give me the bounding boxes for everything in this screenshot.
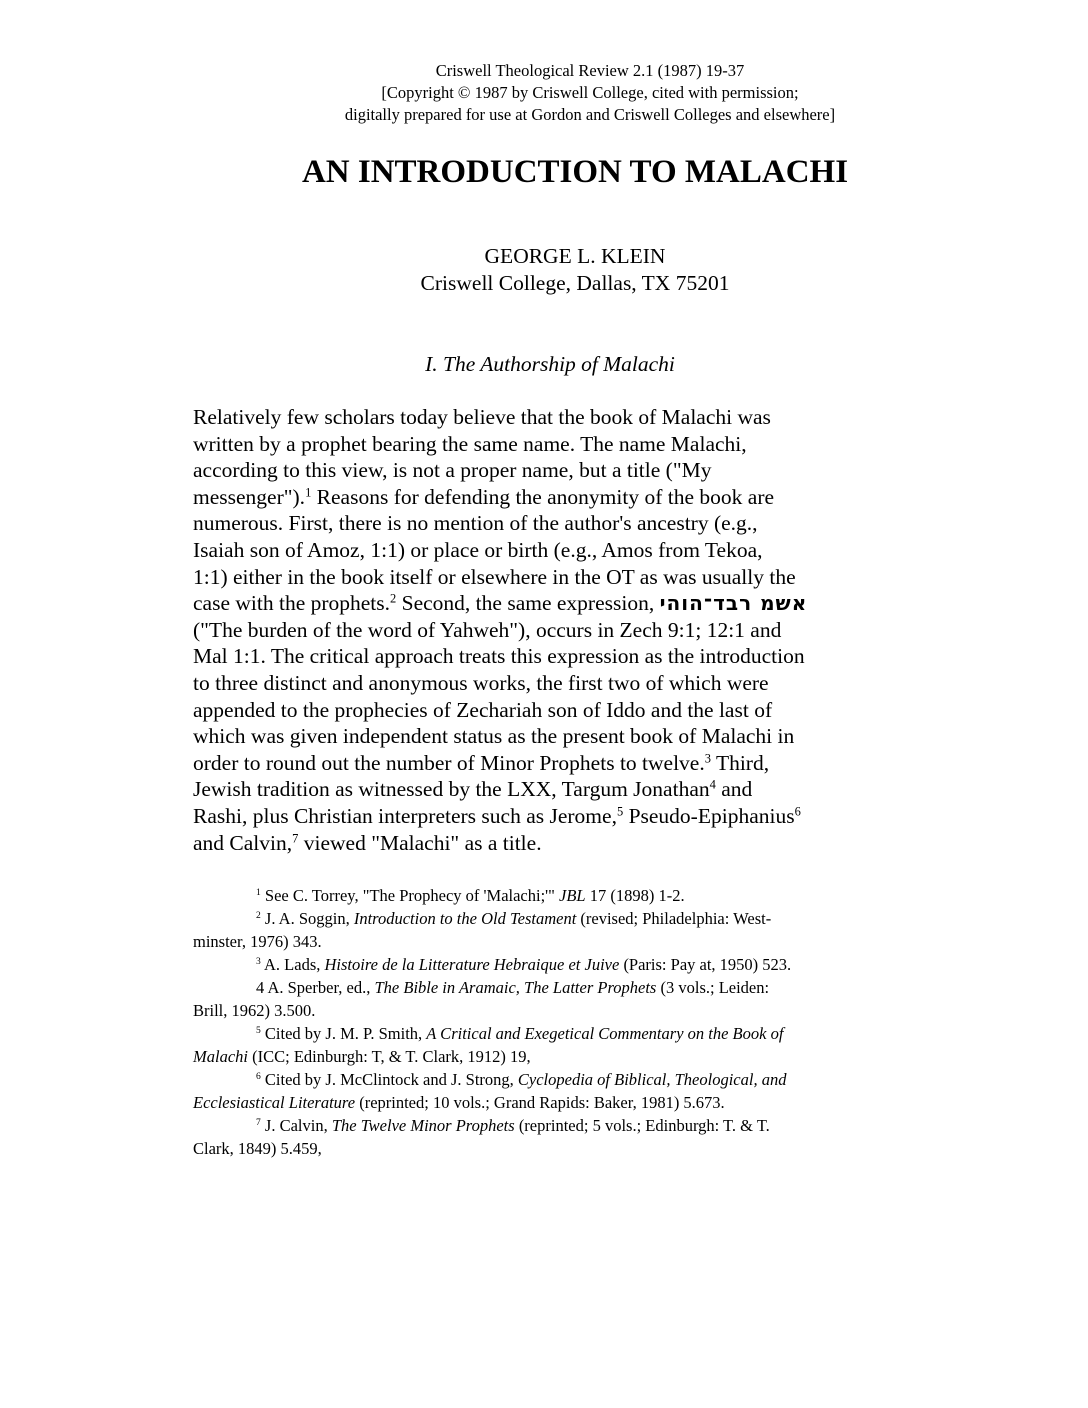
body-text-span: Rashi, plus Christian interpreters such as Jerome, (193, 803, 617, 828)
footnote-ref: 6 (794, 804, 801, 819)
footnote-text: (ICC; Edinburgh: T, & T. Clark, 1912) 19, (248, 1047, 531, 1066)
body-line: to three distinct and anonymous works, the first two of which were (193, 670, 769, 695)
footnote-2-continued: minster, 1976) 343. (193, 932, 322, 951)
section-heading: I. The Authorship of Malachi (425, 352, 675, 376)
body-line (193, 750, 893, 777)
body-line: numerous. First, there is no mention of the author's ancestry (e.g., (193, 511, 758, 536)
hebrew-expression: יהוה־דבר משא (659, 591, 808, 616)
footnote-ref: 4 (709, 777, 716, 792)
author-affiliation: Criswell College, Dallas, TX 75201 (420, 271, 730, 295)
footnote-text: (reprinted; 5 vols.; Edinburgh: T. & T. (514, 1116, 770, 1135)
footnote-title: Ecclesiastical Literature (193, 1093, 356, 1112)
body-line: written by a prophet bearing the same name. The name Malachi, (193, 431, 747, 456)
footnote-5-continued (193, 1045, 903, 1068)
footnote-number: 2 (256, 910, 261, 922)
body-text-span: case with the prophets. (193, 591, 391, 616)
body-line (193, 776, 893, 803)
footnote-title: The Bible in Aramaic, The Latter Prophets (374, 978, 657, 997)
footnote-2 (193, 907, 903, 930)
footnote-text: Cited by J. McClintock and J. Strong, (260, 1070, 518, 1089)
body-text-span: Jewish tradition as witnessed by the LXX, Targum Jonathan (193, 777, 710, 802)
footnote-title: The Twelve Minor Prophets (331, 1116, 515, 1135)
footnote-1 (193, 884, 903, 907)
footnote-title: Introduction to the Old Testament (353, 909, 577, 928)
footnote-title: JBL (559, 886, 586, 905)
footnote-ref: 7 (292, 830, 299, 845)
footnote-ref: 3 (704, 751, 711, 765)
footnote-number: 5 (256, 1025, 261, 1037)
footnote-text: 4 A. Sperber, ed., (256, 978, 375, 997)
publication-header (280, 60, 900, 126)
body-text-span: order to round out the number of Minor Prophets to twelve. (193, 750, 705, 775)
body-text-span: messenger"). (193, 484, 306, 509)
footnote-title: A Critical and Exegetical Commentary on the Book of (426, 1024, 784, 1043)
footnote-ref: 1 (305, 485, 312, 500)
body-line: ("The burden of the word of Yahweh"), occurs in Zech 9:1; 12:1 and (193, 617, 782, 642)
body-line: Mal 1:1. The critical approach treats this expression as the introduction (193, 644, 805, 669)
body-line: according to this view, is not a proper name, but a title ("My (193, 458, 712, 483)
footnote-text: 17 (1898) 1-2. (585, 886, 685, 905)
footnote-text: J. A. Soggin, (260, 909, 354, 928)
footnote-4-continued: Brill, 1962) 3.500. (193, 1001, 316, 1020)
body-line (193, 590, 893, 617)
body-text-span: and Calvin, (193, 830, 293, 855)
footnote-6 (193, 1068, 903, 1091)
footnote-7 (193, 1114, 903, 1137)
digital-preparation-note: digitally prepared for use at Gordon and Criswell Colleges and elsewhere] (344, 105, 836, 124)
body-line: appended to the prophecies of Zechariah son of Iddo and the last of (193, 697, 773, 722)
footnote-text: (revised; Philadelphia: West- (576, 909, 772, 928)
footnote-number: 3 (256, 956, 261, 968)
body-line (193, 803, 893, 830)
footnote-3 (193, 953, 903, 976)
body-text-span: Pseudo-Epiphanius (623, 803, 795, 828)
footnote-text: See C. Torrey, "The Prophecy of 'Malachi;'" (260, 886, 560, 905)
footnote-text: (3 vols.; Leiden: (656, 978, 770, 997)
footnote-6-continued (193, 1091, 903, 1114)
body-text-span: and (715, 777, 753, 802)
footnotes (193, 884, 903, 1160)
footnote-number: 7 (256, 1117, 261, 1129)
body-line (193, 830, 893, 857)
footnote-text: Cited by J. M. P. Smith, (260, 1024, 427, 1043)
body-line: Isaiah son of Amoz, 1:1) or place or birth (e.g., Amos from Tekoa, (193, 537, 763, 562)
body-line: which was given independent status as the present book of Malachi in (193, 724, 795, 749)
body-paragraph (193, 404, 893, 856)
footnote-7-continued: Clark, 1849) 5.459, (193, 1139, 322, 1158)
footnote-text: A. Lads, (260, 955, 325, 974)
footnote-5 (193, 1022, 903, 1045)
copyright-notice: [Copyright © 1987 by Criswell College, cited with permission; (381, 83, 799, 102)
footnote-text: (Paris: Pay at, 1950) 523. (619, 955, 792, 974)
footnote-ref: 5 (616, 804, 624, 819)
body-text-span: Second, the same expression, (396, 591, 660, 616)
body-line: 1:1) either in the book itself or elsewhere in the OT as was usually the (193, 564, 796, 589)
footnote-title: Histoire de la Litterature Hebraique et Juive (324, 955, 620, 974)
journal-citation: Criswell Theological Review 2.1 (1987) 19-37 (435, 61, 745, 80)
footnote-title: Malachi (193, 1047, 248, 1066)
footnote-number: 6 (256, 1071, 261, 1083)
footnote-title: Cyclopedia of Biblical, Theological, and (517, 1070, 787, 1089)
article-title: AN INTRODUCTION TO MALACHI (301, 154, 849, 190)
author-block (380, 243, 770, 297)
footnote-ref: 2 (390, 591, 397, 606)
body-text-span: viewed "Malachi" as a title. (298, 830, 542, 855)
footnote-number: 1 (256, 887, 261, 899)
author-name: GEORGE L. KLEIN (484, 244, 666, 268)
footnote-text: (reprinted; 10 vols.; Grand Rapids: Baker, 1981) 5.673. (355, 1093, 725, 1112)
body-text-span: Reasons for defending the anonymity of the book are (311, 484, 775, 509)
footnote-4 (193, 976, 903, 999)
body-line: Relatively few scholars today believe that the book of Malachi was (193, 405, 771, 429)
body-line (193, 484, 893, 511)
footnote-text: J. Calvin, (260, 1116, 332, 1135)
body-text-span: Third, (710, 750, 770, 775)
